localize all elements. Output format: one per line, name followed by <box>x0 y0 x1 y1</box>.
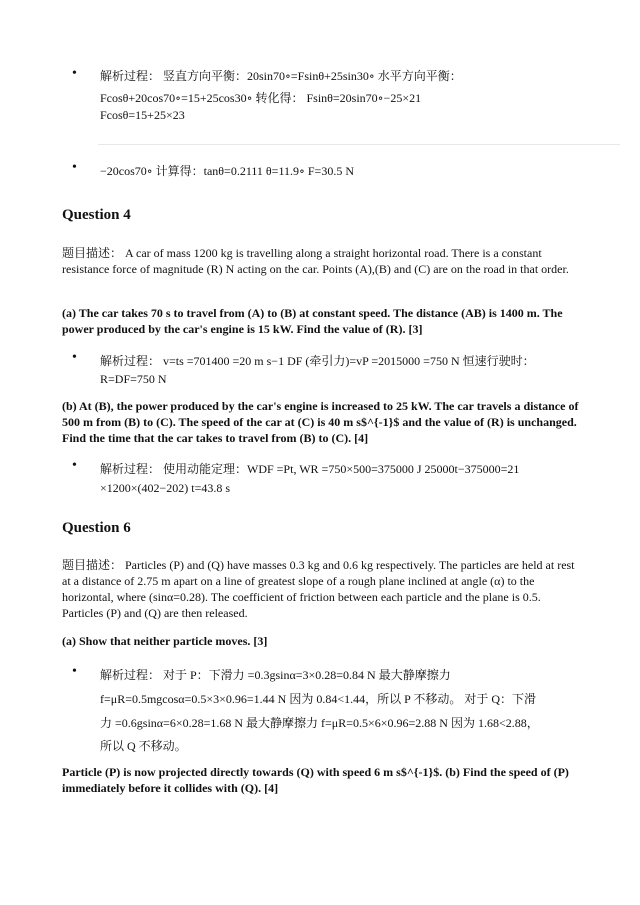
bullet: • <box>72 664 77 679</box>
question-description: 题目描述： Particles (P) and (Q) have masses 0.3 kg and 0.6 kg respectively. The particles are held at rest at a distance of 2.75 m apart on a line of greatest slope of a rough plane inclined at angle (α) to the horizontal, where (sinα=0.28). The coefficient of friction between each particle and the plane is 0.5. Particles (P) and (Q) are then released. <box>62 558 575 620</box>
question-description: 题目描述： A car of mass 1200 kg is travelling along a straight horizontal road. There is a constant resistance force of magnitude (R) N acting on the car. Points (A),(B) and (C) are on the road in that order. <box>62 246 569 276</box>
question-part: (b) At (B), the power produced by the car's engine is increased to 25 kW. The car travels a distance of 500 m from (B) to (C). The speed of the car at (C) is 40 m s$^{-1}$ and the value of (R) is unchanged. Find the time that the car takes to travel from (B) to (C). [4] <box>62 399 579 445</box>
solution-line: 解析过程： 竖直方向平衡：20sin70∘=Fsinθ+25sin30∘ 水平方向平衡： <box>100 69 462 83</box>
solution-line: ×1200×(402−202) t=43.8 s <box>100 481 231 495</box>
solution-line: 力 =0.6gsinα=6×0.28=1.68 N 最大静摩擦力 f=μR=0.5×6×0.96=2.88 N 因为 1.68<2.88， <box>100 716 539 730</box>
solution-line: 解析过程： 对于 P：下滑力 =0.3gsinα=3×0.28=0.84 N 最大静摩擦力 <box>100 668 451 682</box>
bullet: • <box>72 350 77 365</box>
question-part: (a) The car takes 70 s to travel from (A) to (B) at constant speed. The distance (AB) is 1400 m. The power produced by the car's engine is 15 kW. Find the value of (R). [3] <box>62 306 563 336</box>
solution-line: 解析过程： 使用动能定理：WDF =Pt, WR =750×500=375000 J 25000t−375000=21 <box>100 462 520 476</box>
solution-line: Fcosθ=15+25×23 <box>100 108 185 122</box>
question-part: Particle (P) is now projected directly towards (Q) with speed 6 m s$^{-1}$. (b) Find the speed of (P) immediately before it collides with (Q). [4] <box>62 765 569 795</box>
solution-line: 解析过程： v=ts =701400 =20 m s−1 DF (牵引力)=vP =2015000 =750 N 恒速行驶时： <box>100 354 535 368</box>
solution-line: 所以 Q 不移动。 <box>100 739 187 753</box>
question-part: (a) Show that neither particle moves. [3] <box>62 634 268 648</box>
question-heading: Question 4 <box>62 207 131 223</box>
divider <box>98 144 620 145</box>
bullet: • <box>72 66 77 81</box>
bullet: • <box>72 458 77 473</box>
question-heading: Question 6 <box>62 520 131 536</box>
solution-line: Fcosθ+20cos70∘=15+25cos30∘ 转化得： Fsinθ=20sin70∘−25×21 <box>100 91 422 105</box>
solution-line: R=DF=750 N <box>100 372 167 386</box>
bullet: • <box>72 160 77 175</box>
solution-line: −20cos70∘ 计算得：tanθ=0.2111 θ=11.9∘ F=30.5 N <box>100 164 354 178</box>
solution-line: f=μR=0.5mgcosα=0.5×3×0.96=1.44 N 因为 0.84<1.44，所以 P 不移动。 对于 Q：下滑 <box>100 692 536 706</box>
